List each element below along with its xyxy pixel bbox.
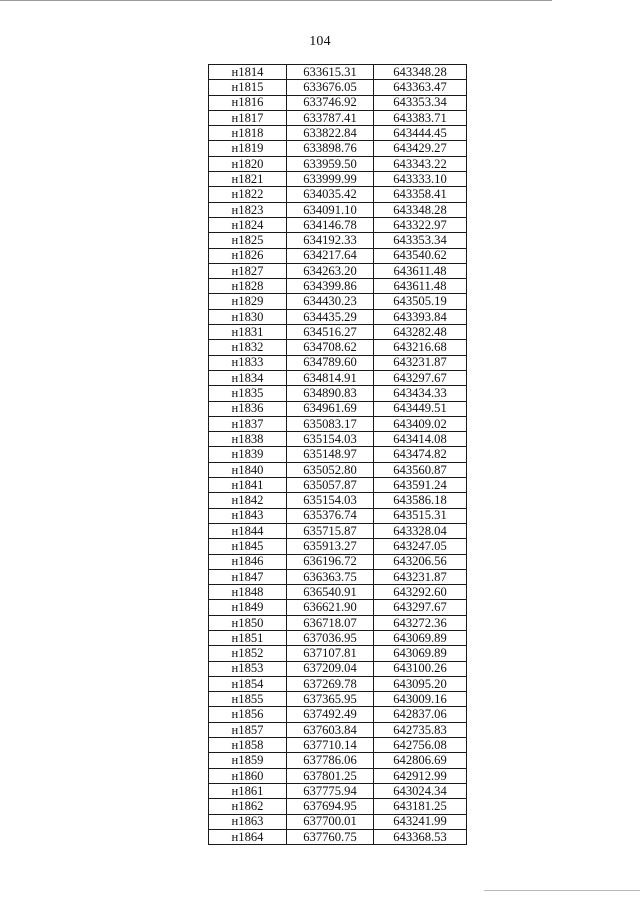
table-row bbox=[209, 493, 467, 508]
point-id-cell: н1846 bbox=[209, 554, 287, 569]
x-coordinate-cell: 634814.91 bbox=[287, 370, 374, 385]
point-id-cell: н1847 bbox=[209, 569, 287, 584]
point-id-cell: н1835 bbox=[209, 386, 287, 401]
point-id-cell: н1832 bbox=[209, 340, 287, 355]
table-row bbox=[209, 814, 467, 829]
y-coordinate-cell: 643348.28 bbox=[374, 202, 467, 217]
x-coordinate-cell: 634890.83 bbox=[287, 386, 374, 401]
point-id-cell: н1857 bbox=[209, 722, 287, 737]
point-id-cell: н1837 bbox=[209, 416, 287, 431]
table-row bbox=[209, 462, 467, 477]
y-coordinate-cell: 643069.89 bbox=[374, 646, 467, 661]
x-coordinate-cell: 633746.92 bbox=[287, 95, 374, 110]
point-id-cell: н1840 bbox=[209, 462, 287, 477]
point-id-cell: н1822 bbox=[209, 187, 287, 202]
y-coordinate-cell: 643241.99 bbox=[374, 814, 467, 829]
table-row bbox=[209, 447, 467, 462]
point-id-cell: н1817 bbox=[209, 110, 287, 125]
x-coordinate-cell: 635715.87 bbox=[287, 523, 374, 538]
table-row bbox=[209, 65, 467, 80]
x-coordinate-cell: 633822.84 bbox=[287, 126, 374, 141]
y-coordinate-cell: 643328.04 bbox=[374, 523, 467, 538]
page-bottom-border bbox=[484, 890, 640, 891]
x-coordinate-cell: 637710.14 bbox=[287, 738, 374, 753]
x-coordinate-cell: 634708.62 bbox=[287, 340, 374, 355]
table-row bbox=[209, 202, 467, 217]
x-coordinate-cell: 634399.86 bbox=[287, 279, 374, 294]
x-coordinate-cell: 634146.78 bbox=[287, 217, 374, 232]
point-id-cell: н1864 bbox=[209, 829, 287, 844]
y-coordinate-cell: 643449.51 bbox=[374, 401, 467, 416]
y-coordinate-cell: 643069.89 bbox=[374, 630, 467, 645]
y-coordinate-cell: 643353.34 bbox=[374, 233, 467, 248]
y-coordinate-cell: 642837.06 bbox=[374, 707, 467, 722]
table-row bbox=[209, 187, 467, 202]
x-coordinate-cell: 635083.17 bbox=[287, 416, 374, 431]
x-coordinate-cell: 637603.84 bbox=[287, 722, 374, 737]
page-top-border bbox=[0, 0, 552, 1]
table-row bbox=[209, 722, 467, 737]
table-row bbox=[209, 615, 467, 630]
table-row bbox=[209, 692, 467, 707]
x-coordinate-cell: 634430.23 bbox=[287, 294, 374, 309]
point-id-cell: н1842 bbox=[209, 493, 287, 508]
table-row bbox=[209, 233, 467, 248]
y-coordinate-cell: 643282.48 bbox=[374, 325, 467, 340]
table-row bbox=[209, 585, 467, 600]
point-id-cell: н1826 bbox=[209, 248, 287, 263]
y-coordinate-cell: 643560.87 bbox=[374, 462, 467, 477]
x-coordinate-cell: 637365.95 bbox=[287, 692, 374, 707]
table-row bbox=[209, 600, 467, 615]
coordinates-table bbox=[208, 64, 467, 845]
point-id-cell: н1825 bbox=[209, 233, 287, 248]
x-coordinate-cell: 637107.81 bbox=[287, 646, 374, 661]
point-id-cell: н1859 bbox=[209, 753, 287, 768]
table-row bbox=[209, 279, 467, 294]
x-coordinate-cell: 637786.06 bbox=[287, 753, 374, 768]
point-id-cell: н1849 bbox=[209, 600, 287, 615]
y-coordinate-cell: 643216.68 bbox=[374, 340, 467, 355]
y-coordinate-cell: 643024.34 bbox=[374, 783, 467, 798]
x-coordinate-cell: 635154.03 bbox=[287, 432, 374, 447]
point-id-cell: н1863 bbox=[209, 814, 287, 829]
point-id-cell: н1831 bbox=[209, 325, 287, 340]
table-row bbox=[209, 768, 467, 783]
x-coordinate-cell: 635057.87 bbox=[287, 478, 374, 493]
table-row bbox=[209, 386, 467, 401]
table-row bbox=[209, 141, 467, 156]
table-row bbox=[209, 707, 467, 722]
y-coordinate-cell: 643297.67 bbox=[374, 370, 467, 385]
x-coordinate-cell: 634516.27 bbox=[287, 325, 374, 340]
x-coordinate-cell: 634091.10 bbox=[287, 202, 374, 217]
y-coordinate-cell: 643322.97 bbox=[374, 217, 467, 232]
table-row bbox=[209, 416, 467, 431]
y-coordinate-cell: 643348.28 bbox=[374, 65, 467, 80]
y-coordinate-cell: 642806.69 bbox=[374, 753, 467, 768]
x-coordinate-cell: 635913.27 bbox=[287, 539, 374, 554]
x-coordinate-cell: 634217.64 bbox=[287, 248, 374, 263]
x-coordinate-cell: 634035.42 bbox=[287, 187, 374, 202]
x-coordinate-cell: 633999.99 bbox=[287, 172, 374, 187]
y-coordinate-cell: 643206.56 bbox=[374, 554, 467, 569]
point-id-cell: н1828 bbox=[209, 279, 287, 294]
point-id-cell: н1845 bbox=[209, 539, 287, 554]
y-coordinate-cell: 643363.47 bbox=[374, 80, 467, 95]
point-id-cell: н1824 bbox=[209, 217, 287, 232]
table-row bbox=[209, 432, 467, 447]
y-coordinate-cell: 643358.41 bbox=[374, 187, 467, 202]
table-row bbox=[209, 799, 467, 814]
y-coordinate-cell: 643181.25 bbox=[374, 799, 467, 814]
point-id-cell: н1841 bbox=[209, 478, 287, 493]
table-row bbox=[209, 646, 467, 661]
table-row bbox=[209, 630, 467, 645]
x-coordinate-cell: 634961.69 bbox=[287, 401, 374, 416]
point-id-cell: н1860 bbox=[209, 768, 287, 783]
coordinates-table-body bbox=[209, 65, 467, 845]
y-coordinate-cell: 643515.31 bbox=[374, 508, 467, 523]
x-coordinate-cell: 634192.33 bbox=[287, 233, 374, 248]
x-coordinate-cell: 635376.74 bbox=[287, 508, 374, 523]
table-row bbox=[209, 156, 467, 171]
x-coordinate-cell: 636196.72 bbox=[287, 554, 374, 569]
x-coordinate-cell: 633787.41 bbox=[287, 110, 374, 125]
point-id-cell: н1833 bbox=[209, 355, 287, 370]
x-coordinate-cell: 636621.90 bbox=[287, 600, 374, 615]
table-row bbox=[209, 325, 467, 340]
x-coordinate-cell: 637036.95 bbox=[287, 630, 374, 645]
table-row bbox=[209, 554, 467, 569]
point-id-cell: н1839 bbox=[209, 447, 287, 462]
page-number: 104 bbox=[309, 34, 331, 49]
y-coordinate-cell: 643393.84 bbox=[374, 309, 467, 324]
table-row bbox=[209, 248, 467, 263]
y-coordinate-cell: 643231.87 bbox=[374, 569, 467, 584]
point-id-cell: н1814 bbox=[209, 65, 287, 80]
point-id-cell: н1848 bbox=[209, 585, 287, 600]
table-row bbox=[209, 294, 467, 309]
y-coordinate-cell: 643231.87 bbox=[374, 355, 467, 370]
y-coordinate-cell: 643009.16 bbox=[374, 692, 467, 707]
table-row bbox=[209, 539, 467, 554]
x-coordinate-cell: 635148.97 bbox=[287, 447, 374, 462]
x-coordinate-cell: 636363.75 bbox=[287, 569, 374, 584]
y-coordinate-cell: 643353.34 bbox=[374, 95, 467, 110]
y-coordinate-cell: 643292.60 bbox=[374, 585, 467, 600]
y-coordinate-cell: 643540.62 bbox=[374, 248, 467, 263]
y-coordinate-cell: 643591.24 bbox=[374, 478, 467, 493]
y-coordinate-cell: 643100.26 bbox=[374, 661, 467, 676]
y-coordinate-cell: 643434.33 bbox=[374, 386, 467, 401]
point-id-cell: н1830 bbox=[209, 309, 287, 324]
point-id-cell: н1852 bbox=[209, 646, 287, 661]
table-row bbox=[209, 569, 467, 584]
point-id-cell: н1836 bbox=[209, 401, 287, 416]
point-id-cell: н1819 bbox=[209, 141, 287, 156]
table-row bbox=[209, 126, 467, 141]
point-id-cell: н1862 bbox=[209, 799, 287, 814]
table-row bbox=[209, 676, 467, 691]
point-id-cell: н1816 bbox=[209, 95, 287, 110]
x-coordinate-cell: 637700.01 bbox=[287, 814, 374, 829]
point-id-cell: н1855 bbox=[209, 692, 287, 707]
x-coordinate-cell: 636540.91 bbox=[287, 585, 374, 600]
y-coordinate-cell: 643343.22 bbox=[374, 156, 467, 171]
point-id-cell: н1853 bbox=[209, 661, 287, 676]
table-row bbox=[209, 829, 467, 844]
x-coordinate-cell: 634789.60 bbox=[287, 355, 374, 370]
y-coordinate-cell: 643414.08 bbox=[374, 432, 467, 447]
y-coordinate-cell: 643272.36 bbox=[374, 615, 467, 630]
x-coordinate-cell: 633959.50 bbox=[287, 156, 374, 171]
y-coordinate-cell: 643333.10 bbox=[374, 172, 467, 187]
point-id-cell: н1850 bbox=[209, 615, 287, 630]
y-coordinate-cell: 643474.82 bbox=[374, 447, 467, 462]
y-coordinate-cell: 643611.48 bbox=[374, 279, 467, 294]
y-coordinate-cell: 642756.08 bbox=[374, 738, 467, 753]
y-coordinate-cell: 643505.19 bbox=[374, 294, 467, 309]
y-coordinate-cell: 643383.71 bbox=[374, 110, 467, 125]
x-coordinate-cell: 635154.03 bbox=[287, 493, 374, 508]
table-row bbox=[209, 217, 467, 232]
table-row bbox=[209, 370, 467, 385]
x-coordinate-cell: 637269.78 bbox=[287, 676, 374, 691]
table-row bbox=[209, 80, 467, 95]
y-coordinate-cell: 643429.27 bbox=[374, 141, 467, 156]
table-row bbox=[209, 783, 467, 798]
y-coordinate-cell: 642735.83 bbox=[374, 722, 467, 737]
y-coordinate-cell: 643368.53 bbox=[374, 829, 467, 844]
table-row bbox=[209, 263, 467, 278]
x-coordinate-cell: 634263.20 bbox=[287, 263, 374, 278]
point-id-cell: н1856 bbox=[209, 707, 287, 722]
table-row bbox=[209, 478, 467, 493]
point-id-cell: н1820 bbox=[209, 156, 287, 171]
point-id-cell: н1815 bbox=[209, 80, 287, 95]
point-id-cell: н1851 bbox=[209, 630, 287, 645]
point-id-cell: н1829 bbox=[209, 294, 287, 309]
table-row bbox=[209, 508, 467, 523]
y-coordinate-cell: 643409.02 bbox=[374, 416, 467, 431]
point-id-cell: н1823 bbox=[209, 202, 287, 217]
point-id-cell: н1818 bbox=[209, 126, 287, 141]
table-row bbox=[209, 309, 467, 324]
point-id-cell: н1861 bbox=[209, 783, 287, 798]
table-row bbox=[209, 340, 467, 355]
table-row bbox=[209, 355, 467, 370]
y-coordinate-cell: 643611.48 bbox=[374, 263, 467, 278]
x-coordinate-cell: 637760.75 bbox=[287, 829, 374, 844]
table-row bbox=[209, 95, 467, 110]
x-coordinate-cell: 635052.80 bbox=[287, 462, 374, 477]
table-row bbox=[209, 661, 467, 676]
point-id-cell: н1843 bbox=[209, 508, 287, 523]
y-coordinate-cell: 643297.67 bbox=[374, 600, 467, 615]
table-row bbox=[209, 110, 467, 125]
x-coordinate-cell: 637801.25 bbox=[287, 768, 374, 783]
point-id-cell: н1838 bbox=[209, 432, 287, 447]
table-row bbox=[209, 753, 467, 768]
x-coordinate-cell: 637209.04 bbox=[287, 661, 374, 676]
x-coordinate-cell: 634435.29 bbox=[287, 309, 374, 324]
x-coordinate-cell: 633676.05 bbox=[287, 80, 374, 95]
x-coordinate-cell: 633898.76 bbox=[287, 141, 374, 156]
table-row bbox=[209, 172, 467, 187]
point-id-cell: н1834 bbox=[209, 370, 287, 385]
x-coordinate-cell: 637775.94 bbox=[287, 783, 374, 798]
table-row bbox=[209, 401, 467, 416]
y-coordinate-cell: 643095.20 bbox=[374, 676, 467, 691]
point-id-cell: н1821 bbox=[209, 172, 287, 187]
y-coordinate-cell: 643444.45 bbox=[374, 126, 467, 141]
y-coordinate-cell: 643586.18 bbox=[374, 493, 467, 508]
x-coordinate-cell: 633615.31 bbox=[287, 65, 374, 80]
point-id-cell: н1858 bbox=[209, 738, 287, 753]
x-coordinate-cell: 637492.49 bbox=[287, 707, 374, 722]
point-id-cell: н1844 bbox=[209, 523, 287, 538]
table-row bbox=[209, 523, 467, 538]
point-id-cell: н1854 bbox=[209, 676, 287, 691]
x-coordinate-cell: 636718.07 bbox=[287, 615, 374, 630]
point-id-cell: н1827 bbox=[209, 263, 287, 278]
y-coordinate-cell: 642912.99 bbox=[374, 768, 467, 783]
x-coordinate-cell: 637694.95 bbox=[287, 799, 374, 814]
y-coordinate-cell: 643247.05 bbox=[374, 539, 467, 554]
table-row bbox=[209, 738, 467, 753]
